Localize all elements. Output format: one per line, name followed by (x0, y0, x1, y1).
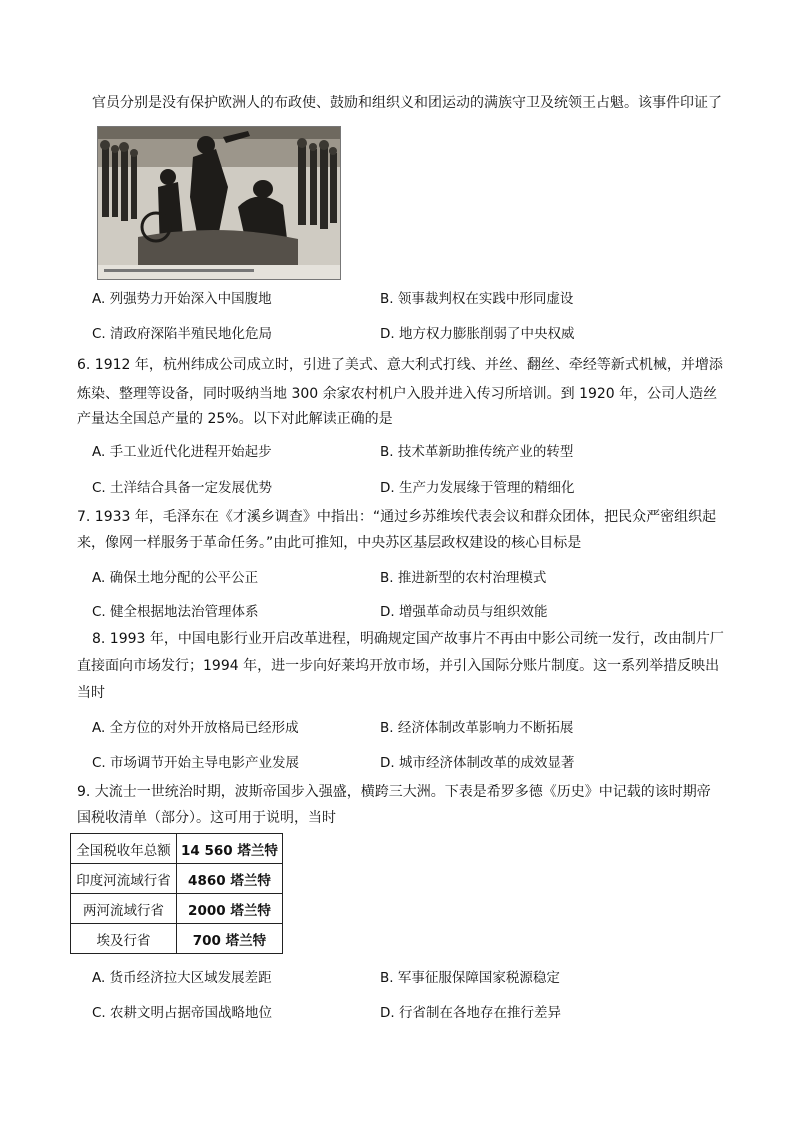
execution-scene-illustration (98, 127, 340, 279)
q7-option-c[interactable]: C. 健全根据地法治管理体系 (92, 604, 259, 620)
table-cell: 2000 塔兰特 (177, 894, 283, 924)
table-cell: 两河流域行省 (71, 894, 177, 924)
q7-stem-line-2: 来，像网一样服务于革命任务。”由此可推知，中央苏区基层政权建设的核心目标是 (77, 535, 582, 551)
table-row (71, 864, 283, 894)
historical-photo (97, 126, 341, 280)
q5-option-c[interactable]: C. 清政府深陷半殖民地化危局 (92, 326, 273, 342)
q8-option-d[interactable]: D. 城市经济体制改革的成效显著 (380, 755, 575, 771)
q6-option-a[interactable]: A. 手工业近代化进程开始起步 (92, 444, 272, 460)
q6-option-b[interactable]: B. 技术革新助推传统产业的转型 (380, 444, 574, 460)
table-row (71, 834, 283, 864)
q9-option-a[interactable]: A. 货币经济拉大区域发展差距 (92, 970, 272, 986)
q7-option-a[interactable]: A. 确保土地分配的公平公正 (92, 570, 259, 586)
table-cell: 印度河流域行省 (71, 864, 177, 894)
q6-stem-line-1: 6. 1912 年，杭州纬成公司成立时，引进了美式、意大利式打线、并丝、翻丝、牵经等新式机械，并增添 (77, 357, 723, 373)
q9-option-c[interactable]: C. 农耕文明占据帝国战略地位 (92, 1005, 273, 1021)
q9-option-b[interactable]: B. 军事征服保障国家税源稳定 (380, 970, 560, 986)
q8-option-c[interactable]: C. 市场调节开始主导电影产业发展 (92, 755, 300, 771)
q5-option-d[interactable]: D. 地方权力膨胀削弱了中央权威 (380, 326, 575, 342)
table-cell: 全国税收年总额 (71, 834, 177, 864)
table-cell: 埃及行省 (71, 924, 177, 954)
q9-stem-line-1: 9. 大流士一世统治时期，波斯帝国步入强盛，横跨三大洲。下表是希罗多德《历史》中记载的该时期帝 (77, 784, 711, 800)
q9-stem-line-2: 国税收清单（部分）。这可用于说明，当时 (77, 810, 336, 826)
q6-option-c[interactable]: C. 土洋结合具备一定发展优势 (92, 480, 273, 496)
q6-option-d[interactable]: D. 生产力发展缘于管理的精细化 (380, 480, 575, 496)
q5-option-a[interactable]: A. 列强势力开始深入中国腹地 (92, 291, 272, 307)
q8-option-a[interactable]: A. 全方位的对外开放格局已经形成 (92, 720, 299, 736)
q8-option-b[interactable]: B. 经济体制改革影响力不断拓展 (380, 720, 574, 736)
q6-stem-line-2: 炼染、整理等设备，同时吸纳当地 300 余家农村机户入股并进入传习所培训。到 1920 年，公司人造丝 (77, 386, 718, 402)
q5-stem: 官员分别是没有保护欧洲人的布政使、鼓励和组织义和团运动的满族守卫及统领王占魁。该事件印证了 (92, 95, 722, 111)
q7-stem-line-1: 7. 1933 年，毛泽东在《才溪乡调查》中指出：“通过乡苏维埃代表会议和群众团体，把民众严密组织起 (77, 509, 717, 525)
table-cell: 14 560 塔兰特 (177, 834, 283, 864)
q7-option-d[interactable]: D. 增强革命动员与组织效能 (380, 604, 548, 620)
q9-option-d[interactable]: D. 行省制在各地存在推行差异 (380, 1005, 561, 1021)
table-cell: 4860 塔兰特 (177, 864, 283, 894)
table-row (71, 894, 283, 924)
table-row (71, 924, 283, 954)
q8-stem-line-3: 当时 (77, 685, 105, 701)
q7-option-b[interactable]: B. 推进新型的农村治理模式 (380, 570, 547, 586)
q6-stem-line-3: 产量达全国总产量的 25%。以下对此解读正确的是 (77, 411, 393, 427)
q8-stem-line-1: 8. 1993 年，中国电影行业开启改革进程，明确规定国产故事片不再由中影公司统一发行，改由制片厂 (92, 631, 724, 647)
q5-option-b[interactable]: B. 领事裁判权在实践中形同虚设 (380, 291, 574, 307)
tax-table (70, 833, 283, 954)
q8-stem-line-2: 直接面向市场发行；1994 年，进一步向好莱坞开放市场，并引入国际分账片制度。这一系列举措反映出 (77, 658, 720, 674)
table-cell: 700 塔兰特 (177, 924, 283, 954)
